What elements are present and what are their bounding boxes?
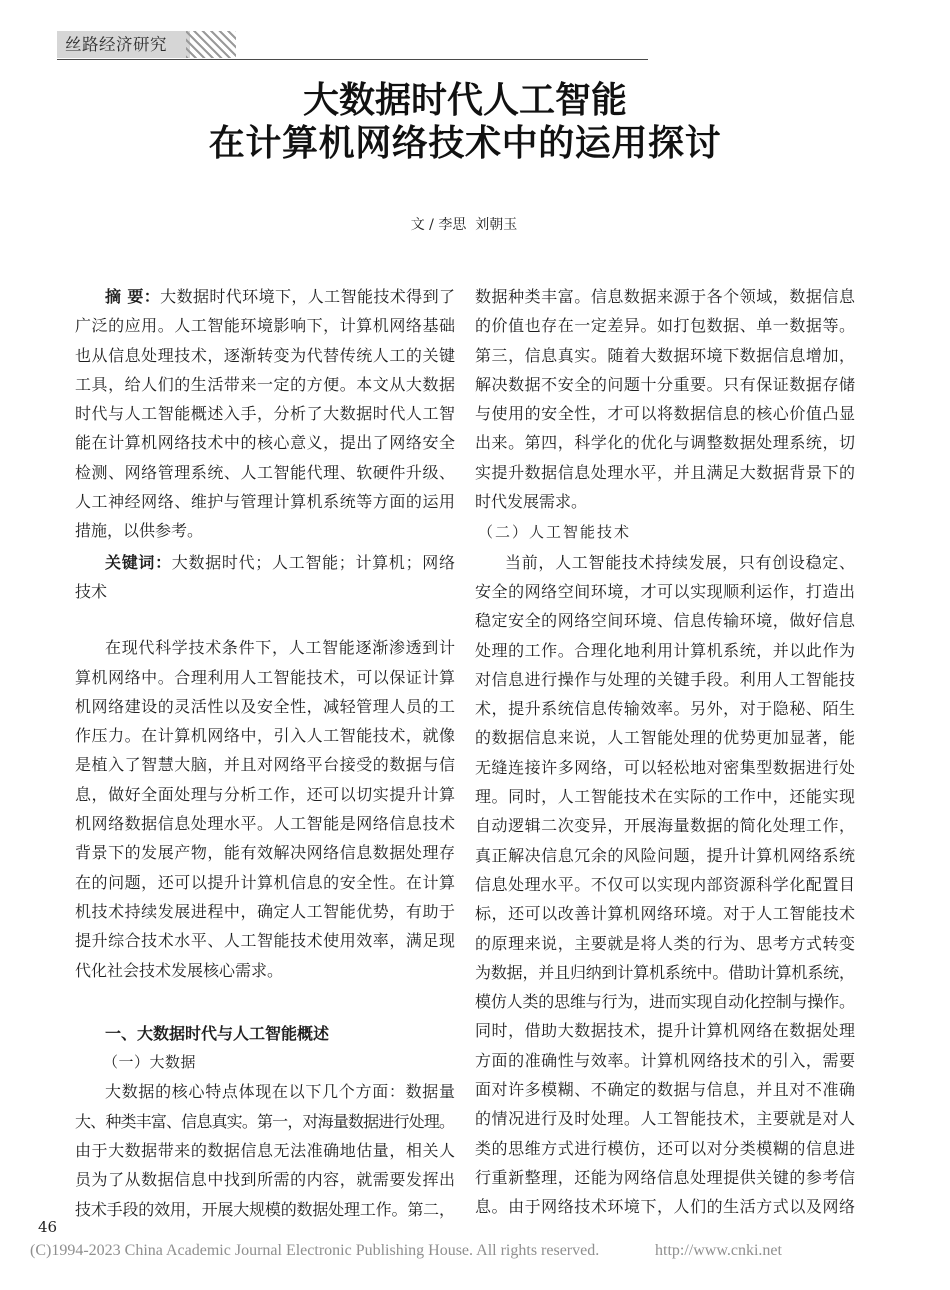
text-line bbox=[75, 370, 455, 399]
line-text: 技术手段的效用，开展大规模的数据处理工作。第二， bbox=[75, 1199, 455, 1219]
line-text: 当前，人工智能技术持续发展，只有创设稳定、 bbox=[505, 552, 856, 572]
text-line bbox=[475, 1192, 855, 1221]
line-text: 大数据的核心特点体现在以下几个方面：数据量 bbox=[105, 1082, 456, 1102]
text-line bbox=[75, 692, 455, 721]
text-line bbox=[75, 1165, 455, 1194]
text-line bbox=[75, 663, 455, 692]
line-text: 处理的工作。合理化地利用计算机系统，并以此作为 bbox=[475, 640, 856, 660]
line-text: 能在计算机网络技术中的核心意义，提出了网络安全 bbox=[75, 433, 456, 453]
abstract bbox=[75, 282, 455, 546]
body-paragraph bbox=[475, 548, 855, 1222]
line-text: 时代与人工智能概述入手，分析了大数据时代人工智 bbox=[75, 404, 456, 424]
text-line bbox=[75, 956, 455, 985]
title-line: 大数据时代人工智能 bbox=[302, 80, 627, 121]
text-line bbox=[75, 750, 455, 779]
line-text: 为数据，并且归纳到计算机系统中。借助计算机系统， bbox=[475, 962, 855, 982]
text-line bbox=[475, 987, 855, 1016]
line-text: 的原理来说，主要就是将人类的行为、思考方式转变 bbox=[475, 933, 856, 953]
line-text: 机网络建设的灵活性以及安全性，减轻管理人员的工 bbox=[75, 696, 456, 716]
line-text: 提升综合技术水平、人工智能技术使用效率，满足现 bbox=[75, 931, 456, 951]
text-line bbox=[75, 868, 455, 897]
text-line bbox=[75, 516, 455, 545]
text-line bbox=[75, 721, 455, 750]
section-label: 丝路经济研究 bbox=[65, 35, 167, 54]
intro-paragraph bbox=[75, 633, 455, 985]
line-text: 方面的准确性与效率。计算机网络技术的引入，需要 bbox=[475, 1050, 856, 1070]
block-label: 关键词： bbox=[105, 552, 172, 572]
line-text: 真正解决信息冗余的风险问题，提升计算机网络系统 bbox=[475, 845, 856, 865]
text-line bbox=[475, 458, 855, 487]
text-line bbox=[75, 311, 455, 340]
text-line bbox=[475, 1163, 855, 1192]
line-text: 模仿人类的思维与行为，进而实现自动化控制与操作。 bbox=[475, 992, 855, 1012]
text-line bbox=[475, 1046, 855, 1075]
left-column bbox=[75, 282, 455, 1224]
text-line bbox=[75, 399, 455, 428]
line-text: 的情况进行及时处理。人工智能技术，主要就是对人 bbox=[475, 1109, 856, 1129]
title-line: 在计算机网络技术中的运用探讨 bbox=[208, 123, 722, 164]
line-text: 技术 bbox=[75, 581, 108, 601]
body-paragraph bbox=[75, 1077, 455, 1223]
line-text: 广泛的应用。人工智能环境影响下，计算机网络基础 bbox=[75, 316, 456, 336]
line-text: 作压力。在计算机网络中，引入人工智能技术，就像 bbox=[75, 726, 456, 746]
line-text: 检测、网络管理系统、人工智能代理、软硬件升级、 bbox=[75, 462, 456, 482]
right-column bbox=[475, 282, 855, 1222]
text-line bbox=[475, 694, 855, 723]
line-text: 行重新整理，还能为网络信息处理提供关键的参考信 bbox=[475, 1167, 856, 1187]
text-line bbox=[475, 428, 855, 457]
banner-stripes bbox=[186, 31, 236, 58]
footer-url: http://www.cnki.net bbox=[655, 1242, 782, 1259]
text-line bbox=[75, 633, 455, 662]
text-line bbox=[475, 665, 855, 694]
subsection-heading: （一）大数据 bbox=[103, 1053, 197, 1072]
text-line bbox=[475, 606, 855, 635]
line-text: 算机网络中。合理利用人工智能技术，可以保证计算 bbox=[75, 667, 456, 687]
line-text: 类的思维方式进行模仿，还可以对分类模糊的信息进 bbox=[475, 1138, 856, 1158]
text-line bbox=[475, 929, 855, 958]
text-line bbox=[475, 899, 855, 928]
text-line bbox=[475, 311, 855, 340]
line-text: 同时，借助大数据技术，提升计算机网络在数据处理 bbox=[475, 1021, 856, 1041]
line-text: 背景下的发展产物，能有效解决网络信息数据处理存 bbox=[75, 843, 456, 863]
line-text: 安全的网络空间环境，才可以实现顺利运作，打造出 bbox=[475, 581, 856, 601]
text-line bbox=[75, 577, 455, 606]
line-text: 机网络数据信息处理水平。人工智能是网络信息技术 bbox=[75, 814, 456, 834]
subsection-heading: （二）人工智能技术 bbox=[478, 523, 632, 542]
line-text: 术，提升系统信息传输效率。另外，对于隐秘、陌生 bbox=[475, 699, 856, 719]
text-line bbox=[475, 577, 855, 606]
byline: 文 / 李思 刘朝玉 bbox=[410, 217, 518, 233]
text-line bbox=[75, 341, 455, 370]
text-line bbox=[75, 809, 455, 838]
line-text: 面对许多模糊、不确定的数据与信息，并且对不准确 bbox=[475, 1080, 856, 1100]
text-line bbox=[475, 782, 855, 811]
line-text: 与使用的安全性，才可以将数据信息的核心价值凸显 bbox=[475, 404, 856, 424]
text-line bbox=[475, 753, 855, 782]
text-line bbox=[75, 282, 455, 311]
section-heading: 一、大数据时代与人工智能概述 bbox=[105, 1023, 330, 1043]
line-text: 大数据时代环境下，人工智能技术得到了 bbox=[160, 287, 456, 306]
text-line bbox=[75, 458, 455, 487]
text-line bbox=[75, 897, 455, 926]
text-line bbox=[475, 487, 855, 516]
footer-copyright: (C)1994-2023 China Academic Journal Electronic Publishing House. All rights reserved. bbox=[30, 1242, 600, 1259]
page-number: 46 bbox=[38, 1218, 58, 1236]
line-text: 实提升数据信息处理水平，并且满足大数据背景下的 bbox=[475, 462, 856, 482]
text-line bbox=[475, 399, 855, 428]
text-line bbox=[75, 548, 455, 577]
text-line bbox=[475, 723, 855, 752]
line-text: 的价值也存在一定差异。如打包数据、单一数据等。 bbox=[475, 316, 856, 336]
text-line bbox=[475, 548, 855, 577]
text-line bbox=[475, 841, 855, 870]
line-text: 员为了从数据信息中找到所需的内容，就需要发挥出 bbox=[75, 1170, 456, 1190]
keywords bbox=[75, 548, 455, 607]
line-text: 息。由于网络技术环境下，人们的生活方式以及网络 bbox=[475, 1197, 856, 1217]
text-line bbox=[475, 636, 855, 665]
text-line bbox=[475, 1134, 855, 1163]
text-line bbox=[475, 1016, 855, 1045]
text-line bbox=[475, 1104, 855, 1133]
line-text: 时代发展需求。 bbox=[475, 492, 588, 512]
line-text: 对信息进行操作与处理的关键手段。利用人工智能技 bbox=[475, 669, 856, 689]
line-text: 理。同时，人工智能技术在实际的工作中，还能实现 bbox=[475, 787, 856, 807]
header-rule bbox=[57, 59, 648, 60]
text-line bbox=[75, 1136, 455, 1165]
block-label: 摘 要： bbox=[105, 287, 161, 306]
line-text: 由于大数据带来的数据信息无法准确地估量，相关人 bbox=[75, 1141, 456, 1161]
text-line bbox=[75, 1077, 455, 1106]
line-text: 的数据信息来说，人工智能处理的优势更加显著，能 bbox=[475, 728, 856, 748]
line-text: 工具，给人们的生活带来一定的方便。本文从大数据 bbox=[75, 374, 456, 394]
line-text: 息，做好全面处理与分析工作，还可以切实提升计算 bbox=[75, 784, 456, 804]
text-line bbox=[475, 958, 855, 987]
line-text: 机技术持续发展进程中，确定人工智能优势，有助于 bbox=[75, 901, 456, 921]
text-line bbox=[475, 282, 855, 311]
line-text: 解决数据不安全的问题十分重要。只有保证数据存储 bbox=[475, 374, 856, 394]
line-text: 无缝连接许多网络，可以轻松地对密集型数据进行处 bbox=[475, 757, 856, 777]
text-line bbox=[75, 838, 455, 867]
line-text: 第三，信息真实。随着大数据环境下数据信息增加， bbox=[475, 345, 856, 365]
line-text: 数据种类丰富。信息数据来源于各个领域，数据信息 bbox=[475, 287, 856, 306]
line-text: 稳定安全的网络空间环境、信息传输环境，做好信息 bbox=[475, 611, 856, 631]
line-text: 措施，以供参考。 bbox=[75, 521, 204, 541]
line-text: 信息处理水平。不仅可以实现内部资源科学化配置目 bbox=[475, 874, 856, 894]
line-text: 人工神经网络、维护与管理计算机系统等方面的运用 bbox=[75, 492, 456, 512]
text-line bbox=[475, 870, 855, 899]
text-line bbox=[475, 341, 855, 370]
line-text: 大数据时代；人工智能；计算机；网络 bbox=[171, 552, 456, 572]
text-line bbox=[75, 1107, 455, 1136]
text-line bbox=[475, 811, 855, 840]
line-text: 也从信息处理技术，逐渐转变为代替传统人工的关键 bbox=[75, 345, 456, 365]
line-text: 自动逻辑二次变异，开展海量数据的简化处理工作， bbox=[475, 816, 856, 836]
line-text: 标，还可以改善计算机网络环境。对于人工智能技术 bbox=[475, 904, 856, 924]
text-line bbox=[475, 1075, 855, 1104]
text-line bbox=[75, 780, 455, 809]
line-text: 出来。第四，科学化的优化与调整数据处理系统，切 bbox=[475, 433, 856, 453]
section-banner bbox=[57, 31, 190, 58]
text-line bbox=[475, 370, 855, 399]
line-text: 是植入了智慧大脑，并且对网络平台接受的数据与信 bbox=[75, 755, 456, 775]
text-line bbox=[75, 487, 455, 516]
line-text: 代化社会技术发展核心需求。 bbox=[75, 960, 284, 980]
line-text: 在现代科学技术条件下，人工智能逐渐渗透到计 bbox=[105, 638, 456, 658]
line-text: 在的问题，还可以提升计算机信息的安全性。在计算 bbox=[75, 872, 456, 892]
line-text: 大、种类丰富、信息真实。第一，对海量数据进行处理。 bbox=[75, 1111, 455, 1131]
text-line bbox=[75, 428, 455, 457]
text-line bbox=[75, 926, 455, 955]
body-paragraph-continued bbox=[475, 282, 855, 516]
text-line bbox=[75, 1195, 455, 1224]
article-title bbox=[0, 79, 930, 165]
